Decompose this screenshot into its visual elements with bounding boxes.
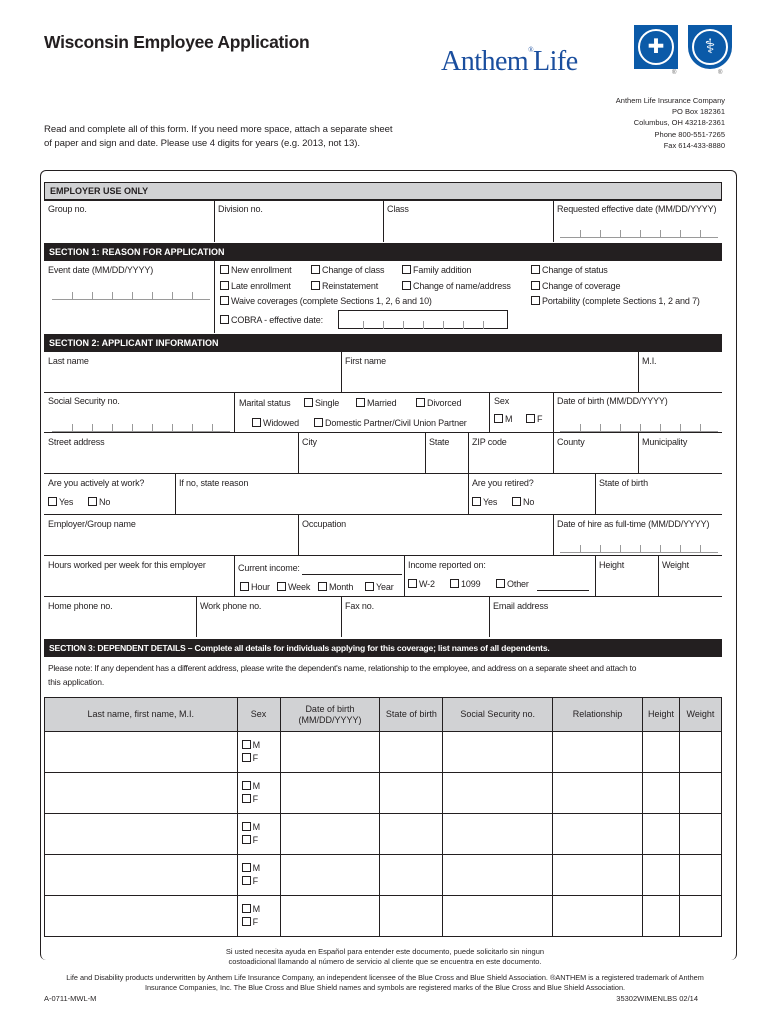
- dependent-height-cell[interactable]: [642, 896, 679, 937]
- checkbox-icon[interactable]: [242, 863, 251, 872]
- weight-label: Weight: [662, 560, 689, 570]
- municipality-label: Municipality: [642, 437, 688, 447]
- checkbox-icon[interactable]: [402, 281, 411, 290]
- dependent-weight-cell[interactable]: [679, 732, 721, 773]
- dependent-sex-cell[interactable]: [237, 855, 280, 896]
- date-of-hire-field[interactable]: [560, 545, 718, 553]
- effective-date-label: Requested effective date (MM/DD/YYYY): [557, 204, 717, 214]
- married-option[interactable]: Married: [356, 398, 396, 408]
- change-of-coverage-option[interactable]: Change of coverage: [531, 281, 620, 291]
- effective-date-field[interactable]: [560, 230, 718, 238]
- divider: [298, 514, 299, 555]
- section1-heading: SECTION 1: REASON FOR APPLICATION: [44, 243, 722, 261]
- fax-label: Fax no.: [345, 601, 374, 611]
- ssn-field[interactable]: [52, 424, 230, 432]
- dependent-dob-cell[interactable]: [280, 814, 380, 855]
- checkbox-icon[interactable]: [314, 418, 323, 427]
- checkbox-icon[interactable]: [531, 281, 540, 290]
- reinstatement-option[interactable]: Reinstatement: [311, 281, 378, 291]
- table-row: [45, 855, 722, 896]
- sex-f-option[interactable]: F: [526, 414, 542, 424]
- checkbox-icon[interactable]: [242, 822, 251, 831]
- sex-f-option[interactable]: F: [242, 752, 280, 765]
- dependent-sex-cell[interactable]: [237, 773, 280, 814]
- checkbox-icon[interactable]: [311, 281, 320, 290]
- divider: [658, 555, 659, 596]
- anthem-life-logo: Anthem®Life: [441, 46, 578, 77]
- dependent-name-cell[interactable]: [45, 855, 238, 896]
- event-date-label: Event date (MM/DD/YYYY): [48, 265, 154, 275]
- other-field[interactable]: [537, 590, 589, 591]
- dependent-height-cell[interactable]: [642, 732, 679, 773]
- late-enrollment-option[interactable]: Late enrollment: [220, 281, 291, 291]
- divider: [214, 261, 215, 333]
- sex-m-option[interactable]: M: [242, 739, 280, 752]
- single-option[interactable]: Single: [304, 398, 339, 408]
- checkbox-icon[interactable]: [242, 753, 251, 762]
- dependent-weight-cell[interactable]: [679, 855, 721, 896]
- section3-note: Please note: If any dependent has a different address, please write the dependent's name, relationship to the employee, and address on a separate sheet and attach to: [48, 663, 637, 673]
- last-name-label: Last name: [48, 356, 89, 366]
- checkbox-icon[interactable]: [408, 579, 417, 588]
- checkbox-icon[interactable]: [242, 740, 251, 749]
- at-work-no-option[interactable]: No: [88, 497, 110, 507]
- checkbox-icon[interactable]: [304, 398, 313, 407]
- divider: [196, 596, 197, 637]
- checkbox-icon[interactable]: [242, 876, 251, 885]
- dependent-state-cell[interactable]: [380, 773, 443, 814]
- retired-yes-option[interactable]: Yes: [472, 497, 497, 507]
- dependent-state-cell[interactable]: [380, 896, 443, 937]
- home-phone-label: Home phone no.: [48, 601, 113, 611]
- work-phone-label: Work phone no.: [200, 601, 262, 611]
- change-name-address-option[interactable]: Change of name/address: [402, 281, 511, 291]
- column-header-dob: Date of birth (MM/DD/YYYY): [280, 698, 380, 732]
- week-option[interactable]: Week: [277, 582, 310, 592]
- spanish-notice: Si usted necesita ayuda en Español para entender este documento, puede solicitarlo sin ningun costoadicional llamando al número de servicio al cliente que se encuentra en este documento.: [225, 947, 545, 966]
- dependent-relationship-cell[interactable]: [553, 855, 643, 896]
- registered-mark: ®: [672, 70, 677, 76]
- income-field[interactable]: [302, 574, 402, 575]
- checkbox-icon[interactable]: [450, 579, 459, 588]
- checkbox-icon[interactable]: [472, 497, 481, 506]
- street-address-label: Street address: [48, 437, 105, 447]
- year-option[interactable]: Year: [365, 582, 394, 592]
- dob-field[interactable]: [560, 424, 718, 432]
- page-title: Wisconsin Employee Application: [44, 32, 310, 52]
- divider: [44, 473, 722, 474]
- checkbox-icon[interactable]: [311, 265, 320, 274]
- divider: [638, 432, 639, 473]
- sex-f-option[interactable]: F: [242, 834, 280, 847]
- sex-m-option[interactable]: M: [494, 414, 512, 424]
- checkbox-icon[interactable]: [356, 398, 365, 407]
- first-name-label: First name: [345, 356, 387, 366]
- divider: [214, 200, 215, 242]
- dependent-name-cell[interactable]: [45, 732, 238, 773]
- divider: [553, 432, 554, 473]
- dependent-weight-cell[interactable]: [679, 814, 721, 855]
- divider: [383, 200, 384, 242]
- divider: [298, 432, 299, 473]
- form-code: A-0711-MWL-M: [44, 994, 97, 1003]
- table-header-row: [45, 698, 722, 732]
- sex-m-option[interactable]: M: [242, 903, 280, 916]
- month-option[interactable]: Month: [318, 582, 353, 592]
- divider: [341, 596, 342, 637]
- zip-label: ZIP code: [472, 437, 507, 447]
- divider: [595, 555, 596, 596]
- sex-label: Sex: [494, 396, 510, 406]
- state-of-birth-label: State of birth: [599, 478, 648, 488]
- table-row: [45, 732, 722, 773]
- dependent-name-cell[interactable]: [45, 896, 238, 937]
- dependent-ssn-cell[interactable]: [443, 814, 553, 855]
- marital-status-label: Marital status: [239, 398, 291, 408]
- dependents-table: [44, 697, 722, 937]
- dependent-sex-cell[interactable]: [237, 814, 280, 855]
- occupation-label: Occupation: [302, 519, 347, 529]
- dependent-name-cell[interactable]: [45, 814, 238, 855]
- checkbox-icon[interactable]: [242, 794, 251, 803]
- actively-at-work-label: Are you actively at work?: [48, 478, 145, 488]
- column-header-weight: Weight: [679, 698, 721, 732]
- blue-shield-icon: ⚕: [688, 25, 732, 69]
- widowed-option[interactable]: Widowed: [252, 418, 299, 428]
- other-option[interactable]: Other: [496, 579, 529, 589]
- retired-no-option[interactable]: No: [512, 497, 534, 507]
- portability-option[interactable]: Portability (complete Sections 1, 2 and 7): [531, 296, 700, 306]
- dependent-dob-cell[interactable]: [280, 732, 380, 773]
- email-label: Email address: [493, 601, 549, 611]
- checkbox-icon[interactable]: [512, 497, 521, 506]
- checkbox-icon[interactable]: [48, 497, 57, 506]
- dependent-dob-cell[interactable]: [280, 855, 380, 896]
- dependent-height-cell[interactable]: [642, 814, 679, 855]
- waive-coverages-option[interactable]: Waive coverages (complete Sections 1, 2, 6 and 10): [220, 296, 432, 306]
- checkbox-icon[interactable]: [496, 579, 505, 588]
- divider: [44, 392, 722, 393]
- employer-group-label: Employer/Group name: [48, 519, 136, 529]
- mi-label: M.I.: [642, 356, 657, 366]
- division-no-label: Division no.: [218, 204, 263, 214]
- divider: [44, 514, 722, 515]
- divider: [425, 432, 426, 473]
- dependent-relationship-cell[interactable]: [553, 732, 643, 773]
- dependent-height-cell[interactable]: [642, 855, 679, 896]
- group-no-label: Group no.: [48, 204, 87, 214]
- section2-heading: SECTION 2: APPLICANT INFORMATION: [44, 334, 722, 352]
- checkbox-icon[interactable]: [242, 781, 251, 790]
- retired-label: Are you retired?: [472, 478, 534, 488]
- checkbox-icon[interactable]: [277, 582, 286, 591]
- checkbox-icon[interactable]: [494, 414, 503, 423]
- checkbox-icon[interactable]: [220, 296, 229, 305]
- checkbox-icon[interactable]: [365, 582, 374, 591]
- dependent-relationship-cell[interactable]: [553, 896, 643, 937]
- section3-note-cont: this application.: [48, 677, 105, 687]
- change-of-status-option[interactable]: Change of status: [531, 265, 608, 275]
- sex-m-option[interactable]: M: [242, 780, 280, 793]
- sex-f-option[interactable]: F: [242, 916, 280, 929]
- checkbox-icon[interactable]: [88, 497, 97, 506]
- dependent-state-cell[interactable]: [380, 855, 443, 896]
- divider: [44, 432, 722, 433]
- checkbox-icon[interactable]: [220, 281, 229, 290]
- checkbox-icon[interactable]: [242, 904, 251, 913]
- dependent-height-cell[interactable]: [642, 773, 679, 814]
- section3-heading: SECTION 3: DEPENDENT DETAILS – Complete all details for individuals applying for this coverage; list names of all dependents.: [44, 639, 722, 657]
- domestic-partner-option[interactable]: Domestic Partner/Civil Union Partner: [314, 418, 467, 428]
- divider: [468, 432, 469, 473]
- class-label: Class: [387, 204, 409, 214]
- legal-notice: Life and Disability products underwritten by Anthem Life Insurance Company, an independent licensee of the Blue Cross and Blue Shield Association. ®ANTHEM is a registered trademark of Anthem Insurance Companies, Inc. The Blue Cross and Blue Shield names and symbols are registered marks of the Blue Cross and Blue Shield Association.: [66, 973, 704, 992]
- company-address: Anthem Life Insurance Company PO Box 182361 Columbus, OH 43218-2361 Phone 800-551-7265 Fax 614-433-8880: [615, 96, 725, 150]
- checkbox-icon[interactable]: [252, 418, 261, 427]
- hours-worked-label: Hours worked per week for this employer: [48, 560, 206, 570]
- employer-use-heading: EMPLOYER USE ONLY: [44, 182, 722, 200]
- checkbox-icon[interactable]: [242, 835, 251, 844]
- column-header-height: Height: [642, 698, 679, 732]
- divider: [234, 555, 235, 596]
- checkbox-icon[interactable]: [526, 414, 535, 423]
- column-header-ssn: Social Security no.: [443, 698, 553, 732]
- dependent-ssn-cell[interactable]: [443, 732, 553, 773]
- dependent-sex-cell[interactable]: [237, 896, 280, 937]
- instructions: Read and complete all of this form. If you need more space, attach a separate sheet of paper and sign and date. Please use 4 digits for years (e.g. 2013, not 13).: [44, 124, 393, 149]
- county-label: County: [557, 437, 585, 447]
- column-header-relationship: Relationship: [553, 698, 643, 732]
- sex-m-option[interactable]: M: [242, 862, 280, 875]
- new-enrollment-option[interactable]: New enrollment: [220, 265, 291, 275]
- divider: [553, 514, 554, 555]
- divider: [234, 392, 235, 432]
- dependent-state-cell[interactable]: [380, 732, 443, 773]
- divider: [44, 596, 722, 597]
- divider: [489, 596, 490, 637]
- city-label: City: [302, 437, 317, 447]
- divider: [595, 473, 596, 514]
- dependent-sex-cell[interactable]: [237, 732, 280, 773]
- checkbox-icon[interactable]: [240, 582, 249, 591]
- dependent-dob-cell[interactable]: [280, 773, 380, 814]
- column-header-state-of-birth: State of birth: [380, 698, 443, 732]
- divider: [553, 392, 554, 432]
- dependent-dob-cell[interactable]: [280, 896, 380, 937]
- cobra-date-field[interactable]: [338, 310, 508, 329]
- divider: [468, 473, 469, 514]
- change-of-class-option[interactable]: Change of class: [311, 265, 384, 275]
- height-label: Height: [599, 560, 625, 570]
- checkbox-icon[interactable]: [220, 265, 229, 274]
- checkbox-icon[interactable]: [220, 315, 229, 324]
- current-income-label: Current income:: [238, 563, 300, 573]
- checkbox-icon[interactable]: [318, 582, 327, 591]
- table-row: [45, 896, 722, 937]
- divider: [341, 352, 342, 392]
- dependent-relationship-cell[interactable]: [553, 814, 643, 855]
- income-reported-label: Income reported on:: [408, 560, 486, 570]
- checkbox-icon[interactable]: [531, 296, 540, 305]
- event-date-field[interactable]: [52, 292, 210, 300]
- divider: [404, 555, 405, 596]
- checkbox-icon[interactable]: [531, 265, 540, 274]
- divider: [638, 352, 639, 392]
- registered-mark: ®: [718, 70, 723, 76]
- column-header-name: Last name, first name, M.I.: [45, 698, 238, 732]
- date-of-hire-label: Date of hire as full-time (MM/DD/YYYY): [557, 519, 710, 529]
- ssn-label: Social Security no.: [48, 396, 120, 406]
- column-header-sex: Sex: [237, 698, 280, 732]
- table-row: [45, 773, 722, 814]
- document-code: 35302WIMENLBS 02/14: [616, 994, 698, 1003]
- sex-f-option[interactable]: F: [242, 875, 280, 888]
- cobra-option[interactable]: COBRA - effective date:: [220, 315, 323, 325]
- dependent-ssn-cell[interactable]: [443, 896, 553, 937]
- dependent-relationship-cell[interactable]: [553, 773, 643, 814]
- checkbox-icon[interactable]: [242, 917, 251, 926]
- dependent-ssn-cell[interactable]: [443, 773, 553, 814]
- state-reason-label: If no, state reason: [179, 478, 249, 488]
- checkbox-icon[interactable]: [416, 398, 425, 407]
- sex-m-option[interactable]: M: [242, 821, 280, 834]
- divider: [489, 392, 490, 432]
- dependent-ssn-cell[interactable]: [443, 855, 553, 896]
- dependent-weight-cell[interactable]: [679, 773, 721, 814]
- checkbox-icon[interactable]: [402, 265, 411, 274]
- state-label: State: [429, 437, 450, 447]
- dob-label: Date of birth (MM/DD/YYYY): [557, 396, 668, 406]
- blue-cross-icon: ✚: [634, 25, 678, 69]
- divider: [44, 555, 722, 556]
- divider: [44, 200, 722, 201]
- dependent-name-cell[interactable]: [45, 773, 238, 814]
- dependent-state-cell[interactable]: [380, 814, 443, 855]
- divorced-option[interactable]: Divorced: [416, 398, 461, 408]
- 1099-option[interactable]: 1099: [450, 579, 480, 589]
- family-addition-option[interactable]: Family addition: [402, 265, 471, 275]
- w2-option[interactable]: W-2: [408, 579, 435, 589]
- divider: [553, 200, 554, 242]
- at-work-yes-option[interactable]: Yes: [48, 497, 73, 507]
- divider: [175, 473, 176, 514]
- table-row: [45, 814, 722, 855]
- hour-option[interactable]: Hour: [240, 582, 270, 592]
- sex-f-option[interactable]: F: [242, 793, 280, 806]
- dependent-weight-cell[interactable]: [679, 896, 721, 937]
